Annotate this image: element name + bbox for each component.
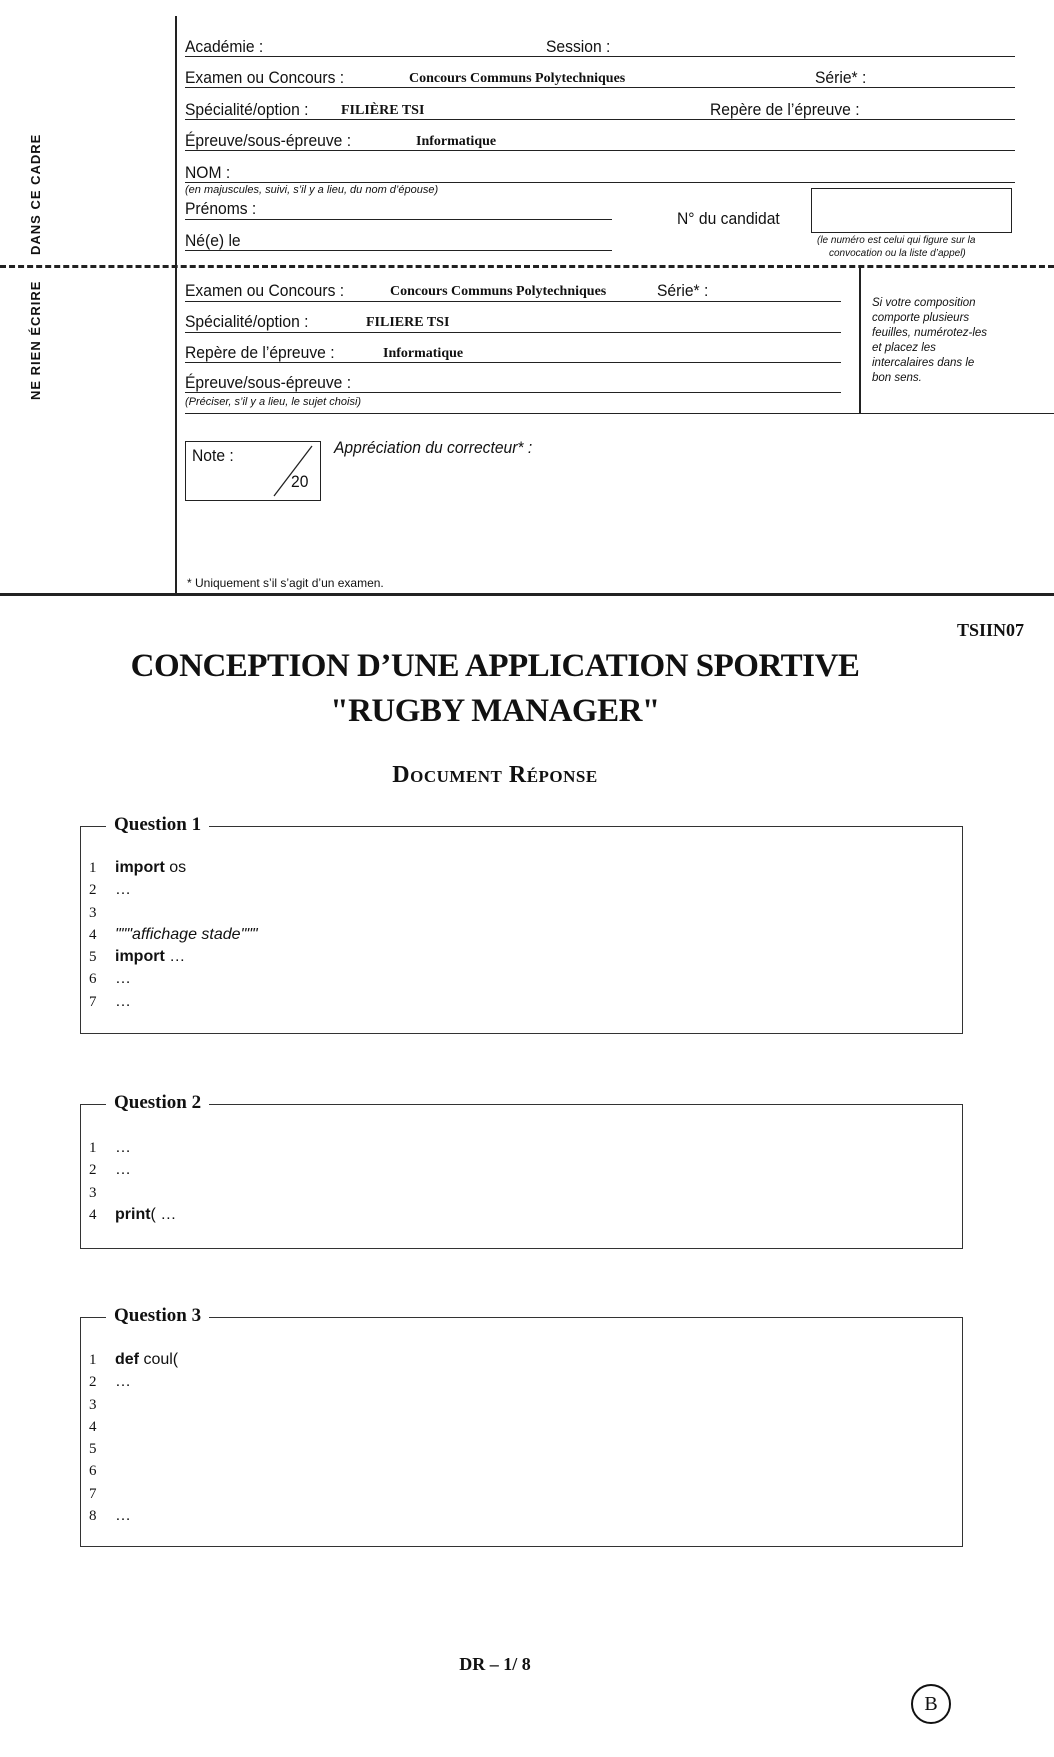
- lower-specialite-field[interactable]: [185, 332, 841, 333]
- ne-le-label: Né(e) le: [185, 231, 241, 250]
- subject-mark-circle: B: [911, 1684, 951, 1724]
- lower-bottom-rule: [185, 413, 1054, 414]
- lower-epreuve-label: Épreuve/sous-épreuve :: [185, 373, 352, 392]
- code-text: …: [164, 948, 186, 966]
- line-number: 5: [89, 949, 97, 966]
- question-3-title: Question 3: [106, 1305, 209, 1327]
- lower-examen-value: Concours Communs Polytechniques: [390, 284, 607, 299]
- numbering-note: [872, 296, 987, 386]
- code-text: …: [115, 992, 131, 1010]
- candidat-number-box[interactable]: [811, 188, 1012, 233]
- side-text-top: DANS CE CADRE: [28, 133, 43, 255]
- lower-epreuve-field[interactable]: [185, 392, 841, 393]
- code-keyword: def: [115, 1351, 139, 1368]
- code-line: [89, 946, 258, 968]
- code-text: …: [115, 970, 131, 988]
- line-number: 7: [89, 1485, 97, 1502]
- prenoms-label: Prénoms :: [185, 199, 257, 218]
- numbering-note-line: intercalaires dans le: [872, 357, 975, 369]
- code-line: [89, 1137, 176, 1159]
- appreciation-label: Appréciation du correcteur* :: [334, 438, 533, 457]
- bottom-rule: [0, 593, 1054, 596]
- candidat-hint-1: (le numéro est celui qui figure sur la: [817, 235, 976, 246]
- code-line: [89, 1416, 178, 1438]
- numbering-note-line: Si votre composition: [872, 297, 976, 309]
- line-number: 1: [89, 1140, 97, 1156]
- line-number: 2: [89, 882, 97, 899]
- question-2-box[interactable]: [80, 1092, 963, 1249]
- line-number: 4: [89, 1206, 97, 1223]
- note-max: 20: [291, 472, 309, 491]
- code-line: [89, 1438, 178, 1460]
- line-number: 6: [89, 971, 97, 988]
- specialite-field[interactable]: [185, 119, 1015, 120]
- line-number: 3: [89, 1184, 97, 1201]
- code-keyword: print: [115, 1205, 151, 1223]
- lower-specialite-label: Spécialité/option :: [185, 312, 309, 331]
- exam-code: TSIIN07: [956, 620, 1024, 640]
- session-label: Session :: [546, 37, 611, 56]
- code-text: coul(: [139, 1351, 179, 1368]
- epreuve-field[interactable]: [185, 150, 1015, 151]
- code-text: os: [164, 859, 187, 876]
- epreuve-label: Épreuve/sous-épreuve :: [185, 131, 352, 150]
- academie-field[interactable]: [185, 56, 1015, 57]
- candidat-hint-2: convocation ou la liste d’appel): [829, 248, 966, 259]
- code-line: [89, 1349, 178, 1371]
- code-line: [89, 1460, 178, 1482]
- code-text: …: [115, 1507, 131, 1525]
- prenoms-field[interactable]: [185, 219, 612, 220]
- code-text: …: [115, 881, 131, 899]
- lower-specialite-value: FILIERE TSI: [366, 315, 450, 330]
- question-3-box[interactable]: [80, 1305, 963, 1547]
- examen-field[interactable]: [185, 87, 1015, 88]
- document-title-line-2: "RUGBY MANAGER": [330, 693, 660, 729]
- line-number: 4: [89, 926, 97, 943]
- candidat-label: N° du candidat: [677, 209, 780, 228]
- question-2-title: Question 2: [106, 1092, 209, 1114]
- document-title-line-1: CONCEPTION D’UNE APPLICATION SPORTIVE: [130, 648, 860, 684]
- code-line: [89, 1505, 178, 1527]
- code-text: …: [115, 1139, 131, 1156]
- question-1-title: Question 1: [106, 814, 209, 836]
- line-number: 2: [89, 1374, 97, 1391]
- code-line: [89, 1371, 178, 1393]
- numbering-note-line: bon sens.: [872, 372, 922, 384]
- code-text: …: [115, 1161, 131, 1179]
- code-line: [89, 879, 258, 901]
- line-number: 5: [89, 1441, 97, 1458]
- line-number: 7: [89, 993, 97, 1010]
- lower-examen-label: Examen ou Concours :: [185, 281, 345, 300]
- line-number: 2: [89, 1162, 97, 1179]
- line-number: 3: [89, 1396, 97, 1413]
- lower-repere-field[interactable]: [185, 362, 841, 363]
- lower-repere-label: Repère de l’épreuve :: [185, 343, 335, 362]
- code-line: [89, 1204, 176, 1226]
- code-line: [89, 1182, 176, 1204]
- lower-separator: [859, 267, 861, 413]
- code-text: …: [115, 1373, 131, 1391]
- code-line: [89, 991, 258, 1013]
- left-margin-rule: [175, 16, 177, 594]
- lower-examen-field[interactable]: [185, 301, 841, 302]
- numbering-note-line: et placez les: [872, 342, 936, 354]
- code-line: [89, 1394, 178, 1416]
- nom-hint: (en majuscules, suivi, s’il y a lieu, du nom d’épouse): [185, 184, 439, 196]
- epreuve-value: Informatique: [416, 134, 497, 149]
- code-line: [89, 857, 258, 879]
- footnote: * Uniquement s’il s’agit d’un examen.: [187, 576, 384, 590]
- lower-epreuve-hint: (Préciser, s’il y a lieu, le sujet choisi): [185, 396, 362, 408]
- document-subtitle: Document Réponse: [392, 762, 598, 788]
- specialite-value: FILIÈRE TSI: [341, 103, 425, 118]
- line-number: 3: [89, 904, 97, 921]
- line-number: 1: [89, 1352, 97, 1368]
- question-2-code: [89, 1137, 176, 1226]
- academie-label: Académie :: [185, 37, 264, 56]
- note-box: [185, 441, 321, 501]
- line-number: 4: [89, 1418, 97, 1435]
- numbering-note-line: comporte plusieurs: [872, 312, 970, 324]
- line-number: 8: [89, 1508, 97, 1525]
- serie-label: Série* :: [815, 68, 867, 87]
- note-label: Note :: [192, 446, 234, 465]
- code-line: [89, 1159, 176, 1181]
- code-line: [89, 968, 258, 990]
- lower-serie-label: Série* :: [657, 281, 709, 300]
- ne-le-field[interactable]: [185, 250, 612, 251]
- code-keyword: import: [115, 859, 165, 876]
- page-number: DR – 1/ 8: [459, 1654, 531, 1674]
- question-1-box[interactable]: [80, 814, 963, 1034]
- question-1-code: [89, 857, 258, 1013]
- code-line: [89, 902, 258, 924]
- question-3-code: [89, 1349, 178, 1527]
- line-number: 6: [89, 1463, 97, 1480]
- numbering-note-line: feuilles, numérotez-les: [872, 327, 988, 339]
- code-line: [89, 1483, 178, 1505]
- cut-dashed-line: [0, 265, 1054, 268]
- code-line: [89, 924, 258, 946]
- code-text: """affichage stade""": [115, 925, 258, 943]
- nom-field[interactable]: [185, 182, 1015, 183]
- side-text-bottom: NE RIEN ÉCRIRE: [28, 280, 43, 400]
- examen-value: Concours Communs Polytechniques: [409, 71, 626, 86]
- examen-label: Examen ou Concours :: [185, 68, 345, 87]
- nom-label: NOM :: [185, 163, 231, 182]
- repere-label: Repère de l’épreuve :: [710, 100, 860, 119]
- code-text: ( …: [150, 1205, 177, 1223]
- line-number: 1: [89, 860, 97, 876]
- code-keyword: import: [115, 948, 165, 966]
- specialite-label: Spécialité/option :: [185, 100, 309, 119]
- lower-repere-value: Informatique: [383, 346, 464, 361]
